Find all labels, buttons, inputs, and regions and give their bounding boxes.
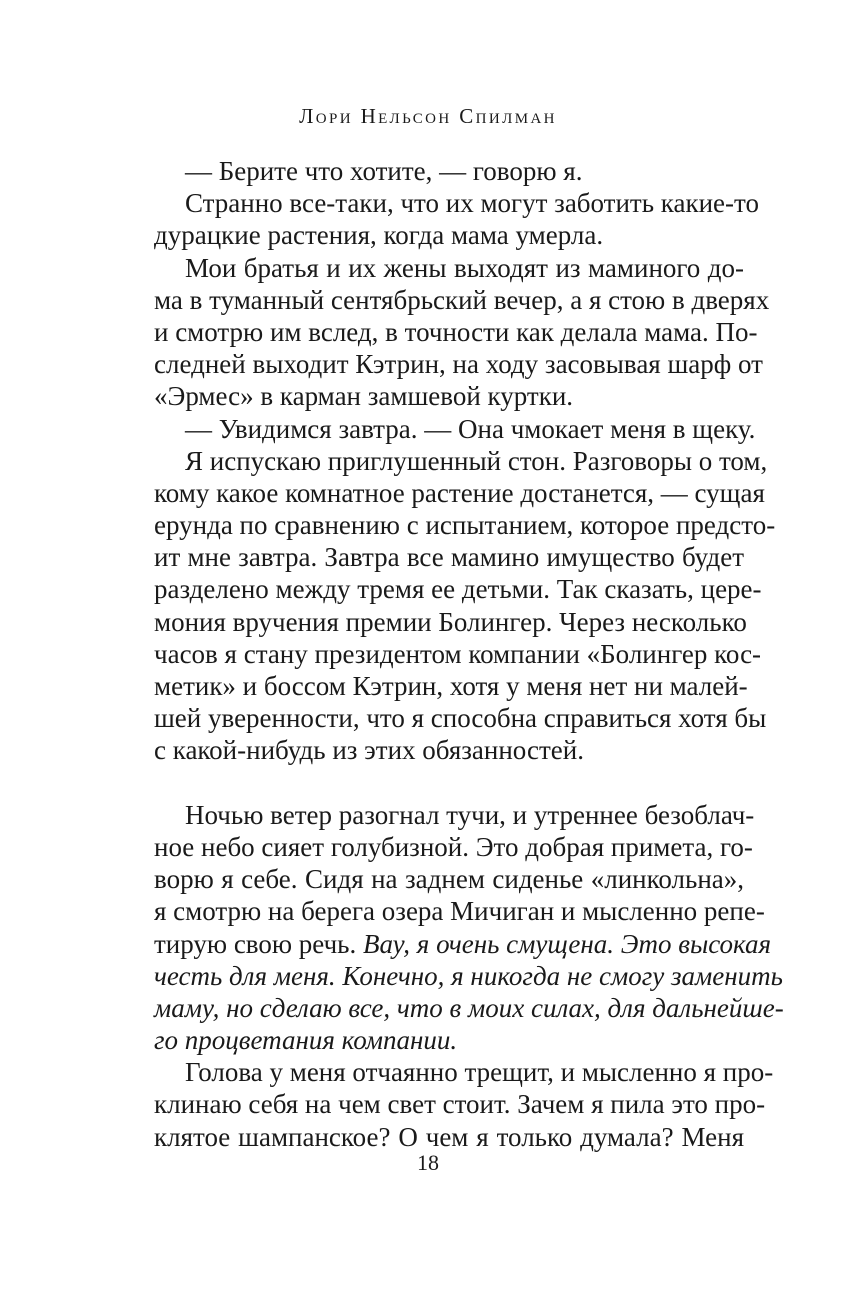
text-line: [154, 1056, 774, 1088]
text-line: [154, 1088, 766, 1120]
text-line-italic: Вау, я очень смущена. Это высокая: [363, 928, 772, 959]
text-line: [154, 252, 744, 284]
text-line-roman: метик» и боссом Кэтрин, хотя у меня нет ни малей-: [154, 671, 748, 701]
text-line: [154, 155, 744, 187]
text-line-roman: — Берите что хотите, — говорю я.: [185, 156, 583, 186]
text-line-roman: Ночью ветер разогнал тучи, и утреннее безоблач-: [185, 799, 755, 830]
text-line: [154, 316, 758, 348]
text-line: [154, 734, 744, 766]
text-line: [154, 219, 744, 251]
text-line-roman: «Эрмес» в карман замшевой куртки.: [154, 381, 574, 412]
text-line-roman: Я испускаю приглушенный стон. Разговоры о том,: [185, 445, 768, 476]
text-line: [154, 477, 765, 509]
text-line-roman: ит мне завтра. Завтра все мамино имущество будет: [154, 542, 744, 573]
text-line: [154, 670, 748, 702]
text-line-roman: я смотрю на берега озера Мичиган и мысленно репе-: [154, 896, 765, 927]
text-line-roman: Странно все-таки, что их могут заботить какие-то: [185, 188, 759, 219]
text-line-roman: Мои братья и их жены выходят из маминого до-: [185, 252, 744, 283]
paragraph-break: [154, 767, 744, 799]
text-line: [154, 606, 747, 638]
body-text: [154, 155, 784, 1153]
text-line: [154, 992, 784, 1024]
text-line-roman: и смотрю им вслед, в точности как делала мама. По-: [154, 316, 758, 347]
text-line-roman: ное небо сияет голубизной. Это добрая примета, го-: [154, 831, 753, 862]
text-line: [154, 702, 767, 734]
text-line: [154, 413, 756, 445]
text-line-roman: с какой-нибудь из этих обязанностей.: [154, 735, 584, 766]
text-line-roman: ерунда по сравнению с испытанием, которое предсто-: [154, 510, 776, 541]
text-line-roman: клятое шампанское? О чем я только думала? Меня: [154, 1121, 744, 1152]
text-line-roman: клинаю себя на чем свет стоит. Зачем я пила это про-: [154, 1089, 766, 1120]
text-line: [154, 895, 765, 927]
text-line: [154, 960, 783, 992]
text-line: [154, 799, 755, 831]
text-line: [154, 284, 770, 316]
text-line: [154, 348, 763, 380]
text-line: [154, 638, 762, 670]
text-line: [154, 928, 772, 960]
text-line: [154, 1121, 744, 1153]
text-line-roman: ворю я себе. Сидя на заднем сиденье «линкольна»,: [154, 864, 744, 895]
text-line-roman: следней выходит Кэтрин, на ходу засовывая шарф от: [154, 349, 763, 380]
text-line: [154, 1024, 744, 1056]
page-number: 18: [417, 1150, 439, 1175]
text-line: [154, 863, 744, 895]
text-line-roman: Голова у меня отчаянно трещит, и мысленно я про-: [185, 1057, 774, 1088]
text-line-roman: разделено между тремя ее детьми. Так сказать, цере-: [154, 574, 762, 605]
text-line: [154, 509, 776, 541]
text-line: [154, 831, 753, 863]
text-line-roman: часов я стану президентом компании «Болингер кос-: [154, 638, 762, 669]
text-line-roman: кому какое комнатное растение достанется, — сущая: [154, 477, 765, 508]
text-line-italic: честь для меня. Конечно, я никогда не смогу заменить: [154, 960, 783, 991]
text-line: [154, 541, 744, 573]
text-line: [154, 573, 762, 605]
text-line-roman: шей уверенности, что я способна справиться хотя бы: [154, 703, 767, 734]
text-line-roman: ма в туманный сентябрьский вечер, а я стою в дверях: [154, 284, 770, 315]
text-line: [154, 187, 759, 219]
text-line-italic: го процветания компании.: [154, 1025, 458, 1056]
text-line-roman: мония вручения премии Болингер. Через несколько: [154, 606, 747, 637]
text-line: [154, 380, 744, 412]
text-line-roman: дурацкие растения, когда мама умерла.: [154, 220, 604, 251]
text-line-roman: — Увидимся завтра. — Она чмокает меня в щеку.: [185, 413, 756, 444]
text-line: [154, 445, 768, 477]
text-line-italic: маму, но сделаю все, что в моих силах, для дальнейше-: [154, 992, 784, 1023]
running-head-author: Лори Нельсон Спилман: [299, 104, 557, 128]
text-line-roman: тирую свою речь.: [154, 928, 357, 959]
